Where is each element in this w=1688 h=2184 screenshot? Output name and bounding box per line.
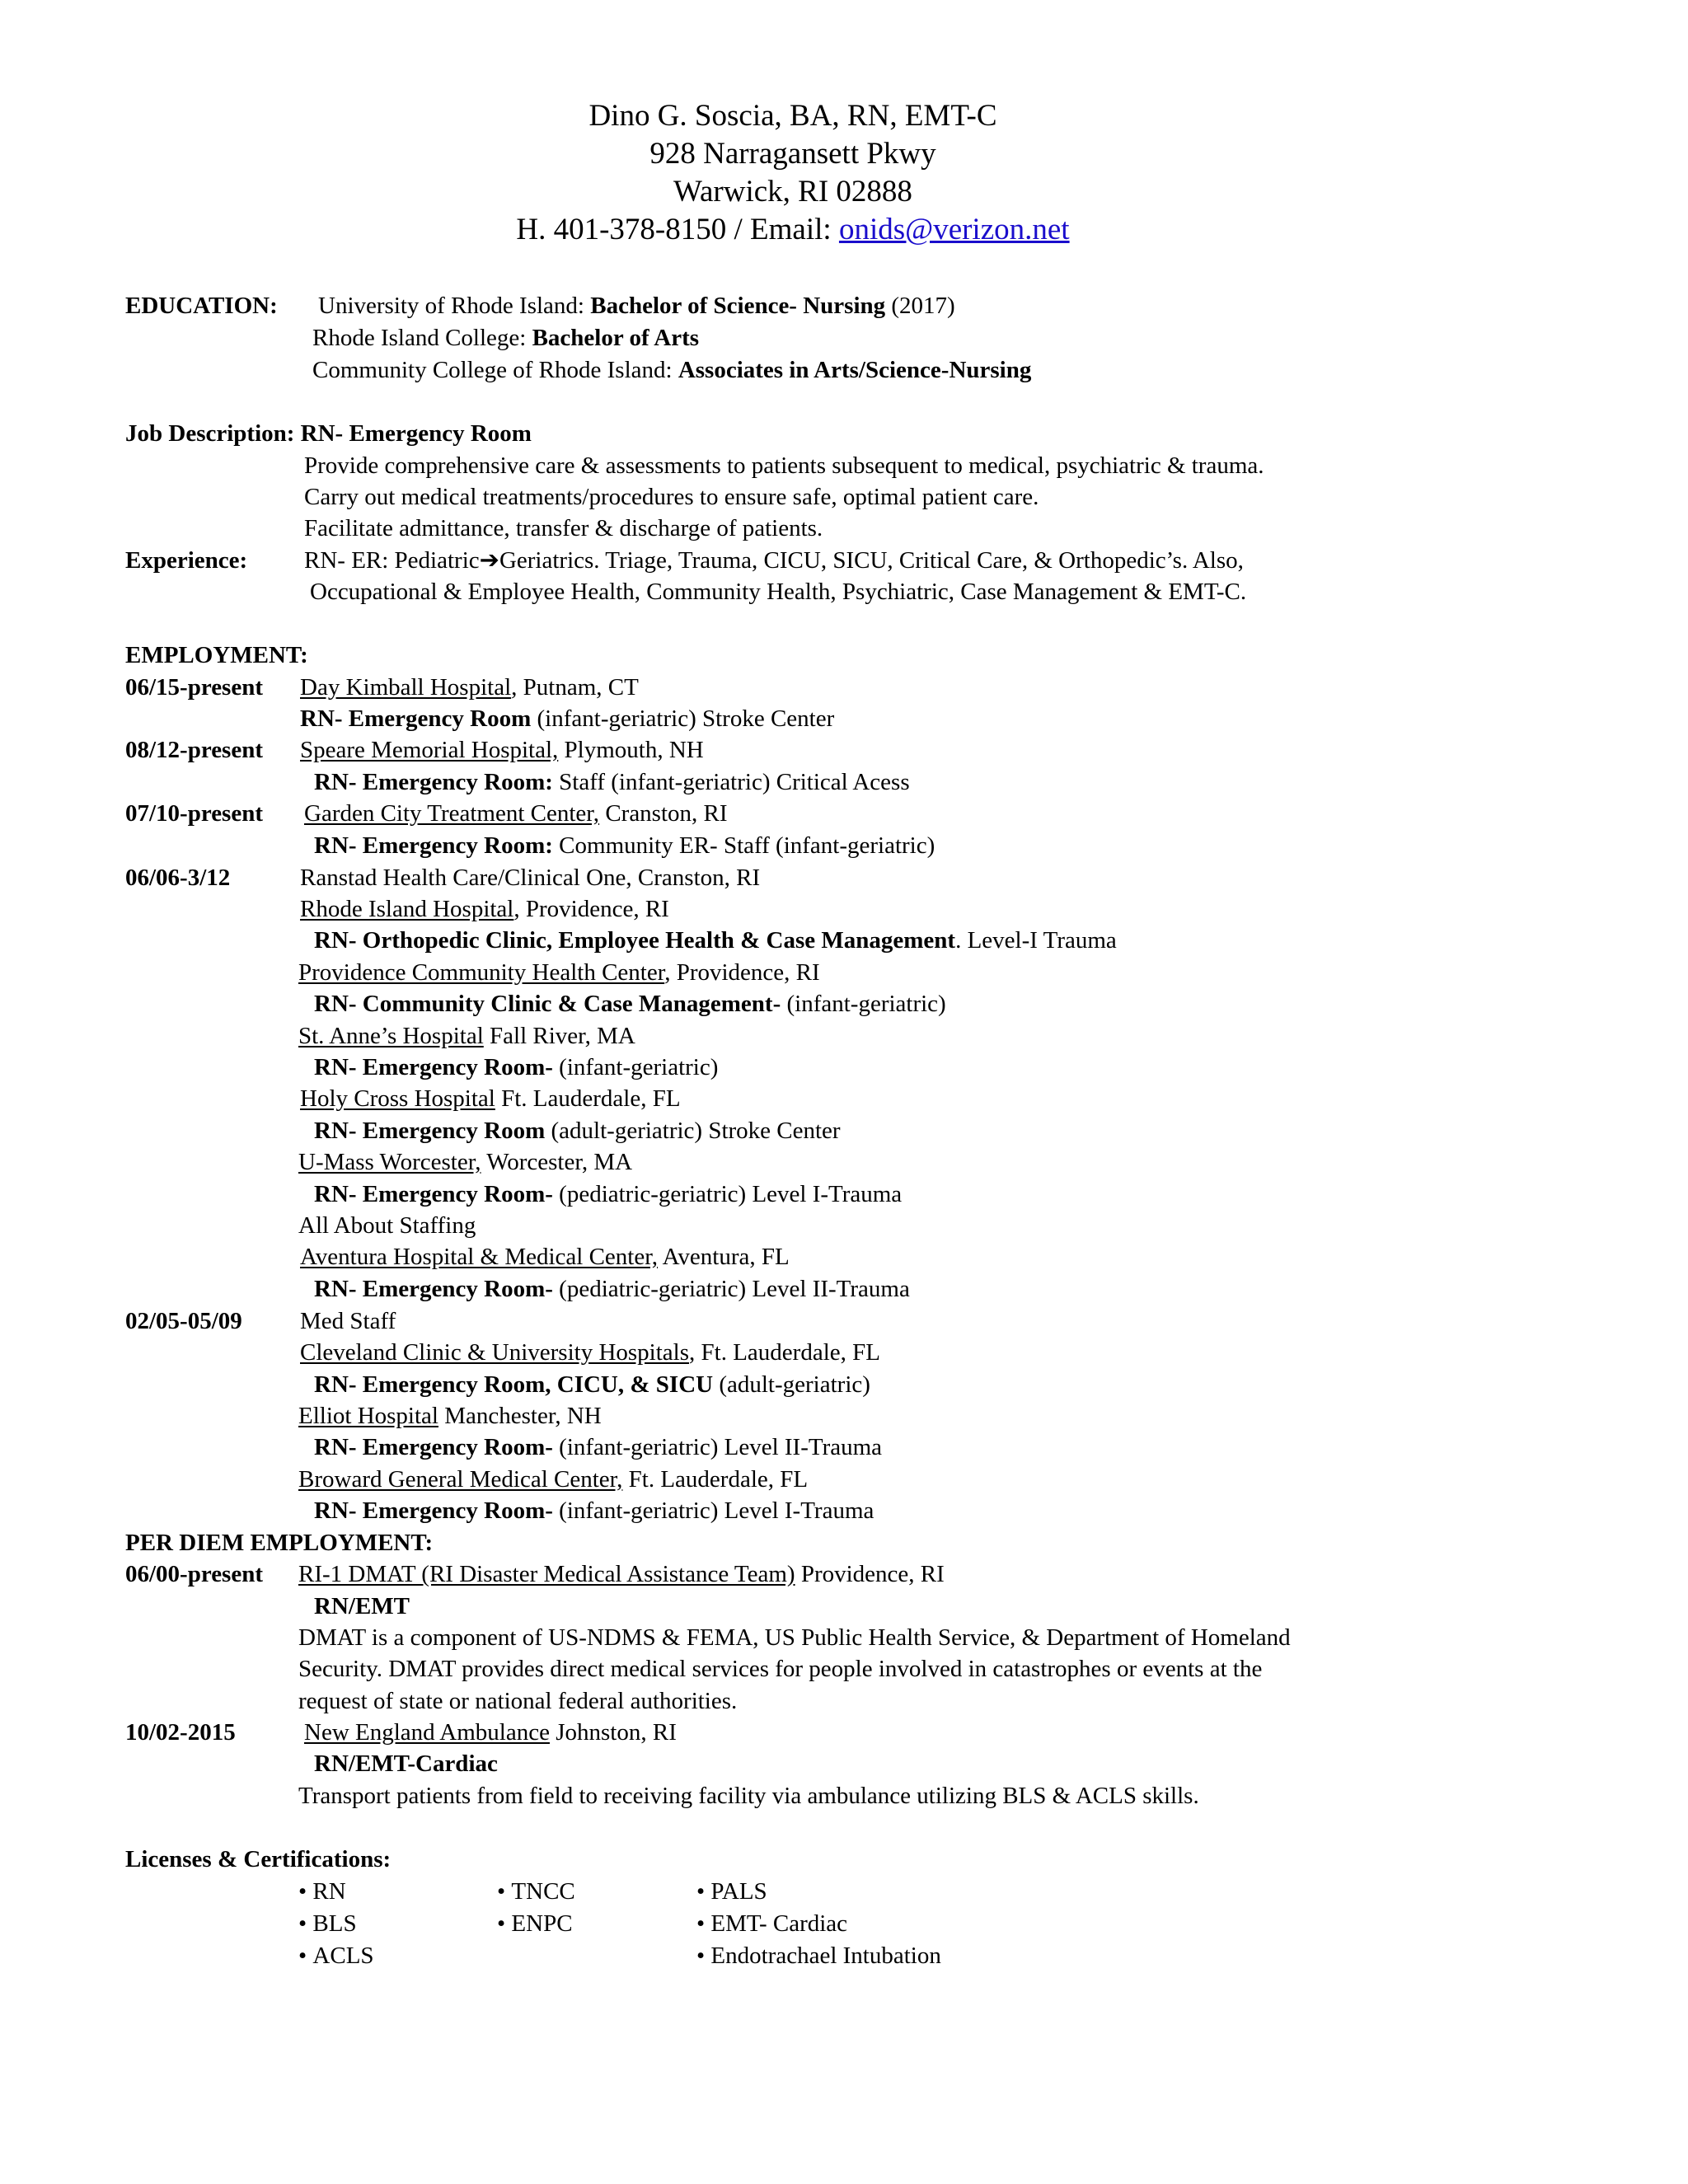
education-item: Community College of Rhode Island: Associates in Arts/Science-Nursing [312, 357, 1032, 383]
job-description-line: Facilitate admittance, transfer & discharge of patients. [304, 515, 823, 541]
job-title: RN- Emergency Room [300, 420, 532, 447]
experience-heading: Experience: [125, 547, 248, 574]
staffing-agency: Med Staff [300, 1308, 396, 1334]
job-role: RN- Emergency Room (infant-geriatric) Stroke Center [300, 705, 835, 732]
job-description-line: request of state or national federal authorities. [298, 1688, 738, 1714]
job-description-line: Transport patients from field to receiving facility via ambulance utilizing BLS & ACLS skills. [298, 1783, 1199, 1809]
job-employer: St. Anne’s Hospital Fall River, MA [298, 1023, 635, 1049]
education-heading: EDUCATION: [125, 293, 278, 319]
license-item: • BLS [298, 1908, 357, 1940]
job-employer: Cleveland Clinic & University Hospitals, Ft. Lauderdale, FL [300, 1339, 880, 1366]
job-employer: Rhode Island Hospital, Providence, RI [300, 896, 669, 922]
staffing-agency: Ranstad Health Care/Clinical One, Cranston, RI [300, 865, 761, 891]
education-item: Rhode Island College: Bachelor of Arts [312, 325, 700, 351]
street-address: 928 Narragansett Pkwy [649, 137, 936, 171]
arrow-right-icon: ➔ [479, 547, 499, 574]
job-date: 06/06-3/12 [125, 865, 231, 891]
job-employer: New England Ambulance Johnston, RI [304, 1719, 677, 1746]
job-description-line: Security. DMAT provides direct medical services for people involved in catastrophes or events at the [298, 1656, 1263, 1682]
job-date: 10/02-2015 [125, 1719, 236, 1746]
city-state-zip: Warwick, RI 02888 [673, 175, 912, 209]
candidate-name: Dino G. Soscia, BA, RN, EMT-C [588, 99, 997, 133]
staffing-agency: All About Staffing [298, 1212, 476, 1239]
job-date: 08/12-present [125, 737, 264, 763]
license-item: • EMT- Cardiac [696, 1908, 847, 1940]
job-employer: RI-1 DMAT (RI Disaster Medical Assistance Team) Providence, RI [298, 1561, 945, 1587]
contact-line [0, 211, 1586, 249]
job-description-line: Carry out medical treatments/procedures to ensure safe, optimal patient care. [304, 484, 1039, 510]
license-item: • Endotrachael Intubation [696, 1940, 941, 1972]
email-link[interactable]: onids@verizon.net [838, 213, 1070, 246]
job-role: RN- Emergency Room- (pediatric-geriatric) Level II-Trauma [314, 1276, 910, 1302]
education-item: University of Rhode Island: Bachelor of Science- Nursing (2017) [318, 293, 955, 319]
job-employer: U-Mass Worcester, Worcester, MA [298, 1149, 633, 1175]
job-role: RN/EMT-Cardiac [314, 1750, 498, 1777]
job-description-line: DMAT is a component of US-NDMS & FEMA, US Public Health Service, & Department of Homeland [298, 1624, 1291, 1651]
job-employer: Broward General Medical Center, Ft. Lauderdale, FL [298, 1466, 809, 1493]
job-date: 06/00-present [125, 1561, 264, 1587]
job-role: RN- Emergency Room (adult-geriatric) Stroke Center [314, 1118, 841, 1144]
license-item: • ENPC [497, 1908, 573, 1940]
experience-line: RN- ER: Pediatric➔Geriatrics. Triage, Trauma, CICU, SICU, Critical Care, & Orthopedic’s. Also, [304, 547, 1244, 574]
job-employer: Providence Community Health Center, Providence, RI [298, 959, 820, 986]
job-date: 06/15-present [125, 674, 264, 701]
job-role: RN- Community Clinic & Case Management- (infant-geriatric) [314, 991, 946, 1017]
license-item: • ACLS [298, 1940, 374, 1972]
job-role: RN- Orthopedic Clinic, Employee Health & Case Management. Level-I Trauma [314, 927, 1117, 954]
job-employer: Garden City Treatment Center, Cranston, RI [304, 800, 728, 827]
job-description-heading: Job Description: RN- Emergency Room [125, 420, 532, 447]
job-employer: Aventura Hospital & Medical Center, Aventura, FL [300, 1244, 790, 1270]
employment-heading: EMPLOYMENT: [125, 642, 308, 668]
job-employer: Day Kimball Hospital, Putnam, CT [300, 674, 639, 701]
job-employer: Elliot Hospital Manchester, NH [298, 1403, 602, 1429]
per-diem-heading: PER DIEM EMPLOYMENT: [125, 1530, 434, 1556]
job-role: RN- Emergency Room: Staff (infant-geriatric) Critical Acess [314, 769, 910, 795]
license-item: • TNCC [497, 1876, 575, 1908]
job-role: RN- Emergency Room: Community ER- Staff (infant-geriatric) [314, 832, 935, 859]
job-role: RN- Emergency Room- (pediatric-geriatric) Level I-Trauma [314, 1181, 903, 1207]
job-role: RN- Emergency Room- (infant-geriatric) Level II-Trauma [314, 1434, 883, 1460]
license-item: • RN [298, 1876, 346, 1908]
job-date: 07/10-present [125, 800, 264, 827]
job-role: RN- Emergency Room- (infant-geriatric) [314, 1054, 719, 1080]
job-role: RN/EMT [314, 1593, 410, 1619]
job-employer: Holy Cross Hospital Ft. Lauderdale, FL [300, 1085, 681, 1112]
experience-line: Occupational & Employee Health, Community Health, Psychiatric, Case Management & EMT-C. [310, 579, 1247, 605]
job-employer: Speare Memorial Hospital, Plymouth, NH [300, 737, 704, 763]
job-role: RN- Emergency Room, CICU, & SICU (adult-geriatric) [314, 1371, 870, 1398]
job-description-line: Provide comprehensive care & assessments to patients subsequent to medical, psychiatric & trauma. [304, 452, 1264, 479]
job-date: 02/05-05/09 [125, 1308, 242, 1334]
licenses-heading: Licenses & Certifications: [125, 1846, 392, 1872]
job-role: RN- Emergency Room- (infant-geriatric) Level I-Trauma [314, 1497, 874, 1524]
license-item: • PALS [696, 1876, 767, 1908]
phone-text: H. 401-378-8150 / Email: [516, 213, 839, 246]
